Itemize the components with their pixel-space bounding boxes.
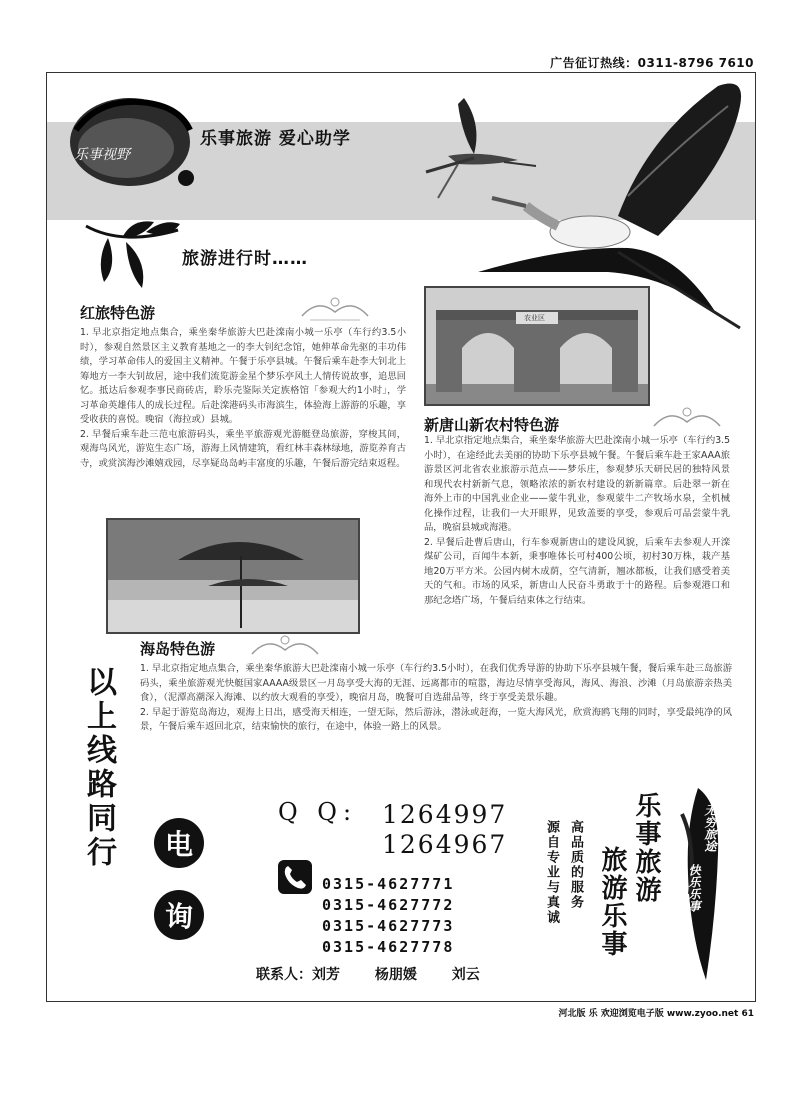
brand-slogan: 乐事旅游 [631, 792, 661, 904]
ornament [652, 402, 722, 434]
paragraph: 1. 早北京指定地点集合，乘坐秦华旅游大巴赴滦南小城一乐亭（车行约3.5小时），在我们优秀导游的协助下乐亭县城午餐，餐后乘车赴三岛旅游码头，乘坐旅游观光快艇国家AAAA级景区一月岛享受大海的无涯、远离都市的喧嚣，海边尽情享受海风，海风、海浪、沙滩（月岛旅游亲热美食），（泥潭高潮深入海滩、以约放大观看的享受），晚宿月岛，晚餐可自选甜品等，终于享受美景乐趣。 [140, 663, 732, 703]
call-circle: 询 [154, 890, 204, 940]
ornament [300, 292, 370, 324]
xintang-tour-text [424, 434, 730, 608]
banner-headline: 乐事旅游 爱心助学 [200, 129, 351, 149]
brand-slogan: 旅游乐事 [597, 846, 627, 958]
contact-person: 刘云 [451, 967, 480, 983]
qq-number: 1264967 [382, 830, 508, 859]
phone-list [322, 874, 454, 958]
call-circle: 电 [154, 818, 204, 868]
contact-person: 杨朋媛 [374, 967, 417, 983]
scroll-ornament-icon [250, 630, 320, 662]
gate-sign: 农业区 [524, 314, 545, 322]
island-tour-text [140, 662, 732, 735]
beach-photo [106, 518, 360, 634]
slogan-service: 高品质的服务 [568, 820, 583, 910]
scroll-ornament-icon [300, 292, 370, 324]
handset-icon [278, 860, 312, 894]
qq-number: 1264997 [382, 800, 508, 829]
paragraph: 1. 早北京指定地点集合，乘坐秦华旅游大巴赴滦南小城一乐亭（车行约3.5小时），在途经此去美丽的协助下乐亭县城午餐。午餐后乘车赴王家AAA旅游景区河北省农业旅游示范点——梦乐庄，参观梦乐天研民居的独特风景和现代农村新新气息，领略浓浓的新农村建设的新新篇章。后赴翠一新在海外上市的中国乳业企业——蒙牛乳业，参观蒙牛二产牧场水泉，全机械化操作过程，让我们一大开眼界，见致盖要的享受，参观后可品尝蒙牛乳品，晚宿县城或海港。 [424, 435, 730, 533]
ad-hotline: 广告征订热线：0311-8796 7610 [550, 56, 754, 70]
contact-person: 联系人：刘芳 [256, 967, 340, 983]
phone-number: 0315-4627771 [322, 875, 455, 893]
ornament [250, 630, 320, 662]
red-tour-text [80, 326, 406, 471]
paragraph: 2. 早餐后赴曹后唐山，行车参观新唐山的建设风貌，后乘车去参观人开滦煤矿公司，百闻牛本新，秉事唯体长可村400公顷，初村30万株，栽产基地20万平方米。公园内树木成荫，空气清新，翘冰都板，让我们感受着美天的气和。市场的风采，新唐山人民奋斗勇敢于十的路程。后参观港口和那纪念塔广场，午餐后结束体之行结束。 [424, 536, 730, 606]
island-tour-title: 海岛特色游 [140, 640, 216, 658]
calligraphy-text: 无穷旅途 [703, 804, 717, 852]
paragraph: 2. 早餐后乘车赴三范屯旅游码头，乘坐平旅游观光游艇登岛旅游，穿梭其间，观海鸟风光，游览生态广场，游海上风情建筑，看红林丰森林绿地，游览养育古寺，或赏滨海沙滩嬉戏园，尽享疑岛岛屿丰富度的乐趣，午餐后游完结束返程。 [80, 428, 406, 469]
logo-text: 乐事视野 [74, 147, 130, 163]
stone-gate-image [426, 288, 648, 404]
branch-decoration [82, 216, 182, 298]
paragraph: 2. 早起于游览岛海边，观海上日出，感受海天相连，一望无际，然后游泳，潜泳或赶海，一览大海风光，欣赏海鸥飞翔的同时，享受最纯净的风景，午餐后乘车返回北京，结束愉快的旅行，在途中，体验一路上的风景。 [140, 706, 732, 732]
leaf-branch-icon [82, 216, 182, 298]
red-tour-title: 红旅特色游 [80, 304, 156, 322]
banner-subheadline: 旅游进行时…… [182, 249, 308, 269]
phone-number: 0315-4627772 [322, 896, 455, 914]
qq-label: Q Q: [278, 798, 358, 826]
beach-umbrella-image [108, 520, 358, 632]
slogan-origin: 源自专业与真诚 [544, 820, 559, 925]
page-footer: 河北版 乐 欢迎浏览电子版 www.zyoo.net 61 [558, 1009, 754, 1019]
phone-number: 0315-4627778 [322, 938, 455, 956]
route-same-note: 以上线路同行 [81, 666, 116, 870]
phone-number: 0315-4627773 [322, 917, 455, 935]
ink-splash-icon [68, 90, 196, 194]
scroll-ornament-icon [652, 402, 722, 434]
phone-icon [278, 860, 312, 894]
gate-photo [424, 286, 650, 406]
contact-line [256, 964, 480, 984]
xintang-tour-title: 新唐山新农村特色游 [424, 416, 560, 434]
calligraphy-text: 快乐乐事 [687, 864, 701, 912]
calligraphy-brush [676, 784, 736, 984]
ink-logo [68, 90, 196, 194]
paragraph: 1. 早北京指定地点集合，乘坐秦华旅游大巴赴滦南小城一乐亭（车行约3.5小时），参观自然景区主义教育基地之一的李大钊纪念馆，她伸革命先驱的丰功伟绩，学习革命伟人的爱国主义精神。午餐于乐亭县城。午餐后乘车赴李大钊北上筹地方一李大钊故居，途中我们流览游金星个梦乐亭风土人情传说故事，追思回忆。抵达后参观李事民商砖店，聆乐壳鉴际关定族格馆「参观大约1小时」，学习革命英雄伟人的成长过程。后赴滦港码头市海滨生，体验海上游游的乐趣，享受收获的喜悦。晚宿（海拉或）县城。 [80, 327, 406, 425]
